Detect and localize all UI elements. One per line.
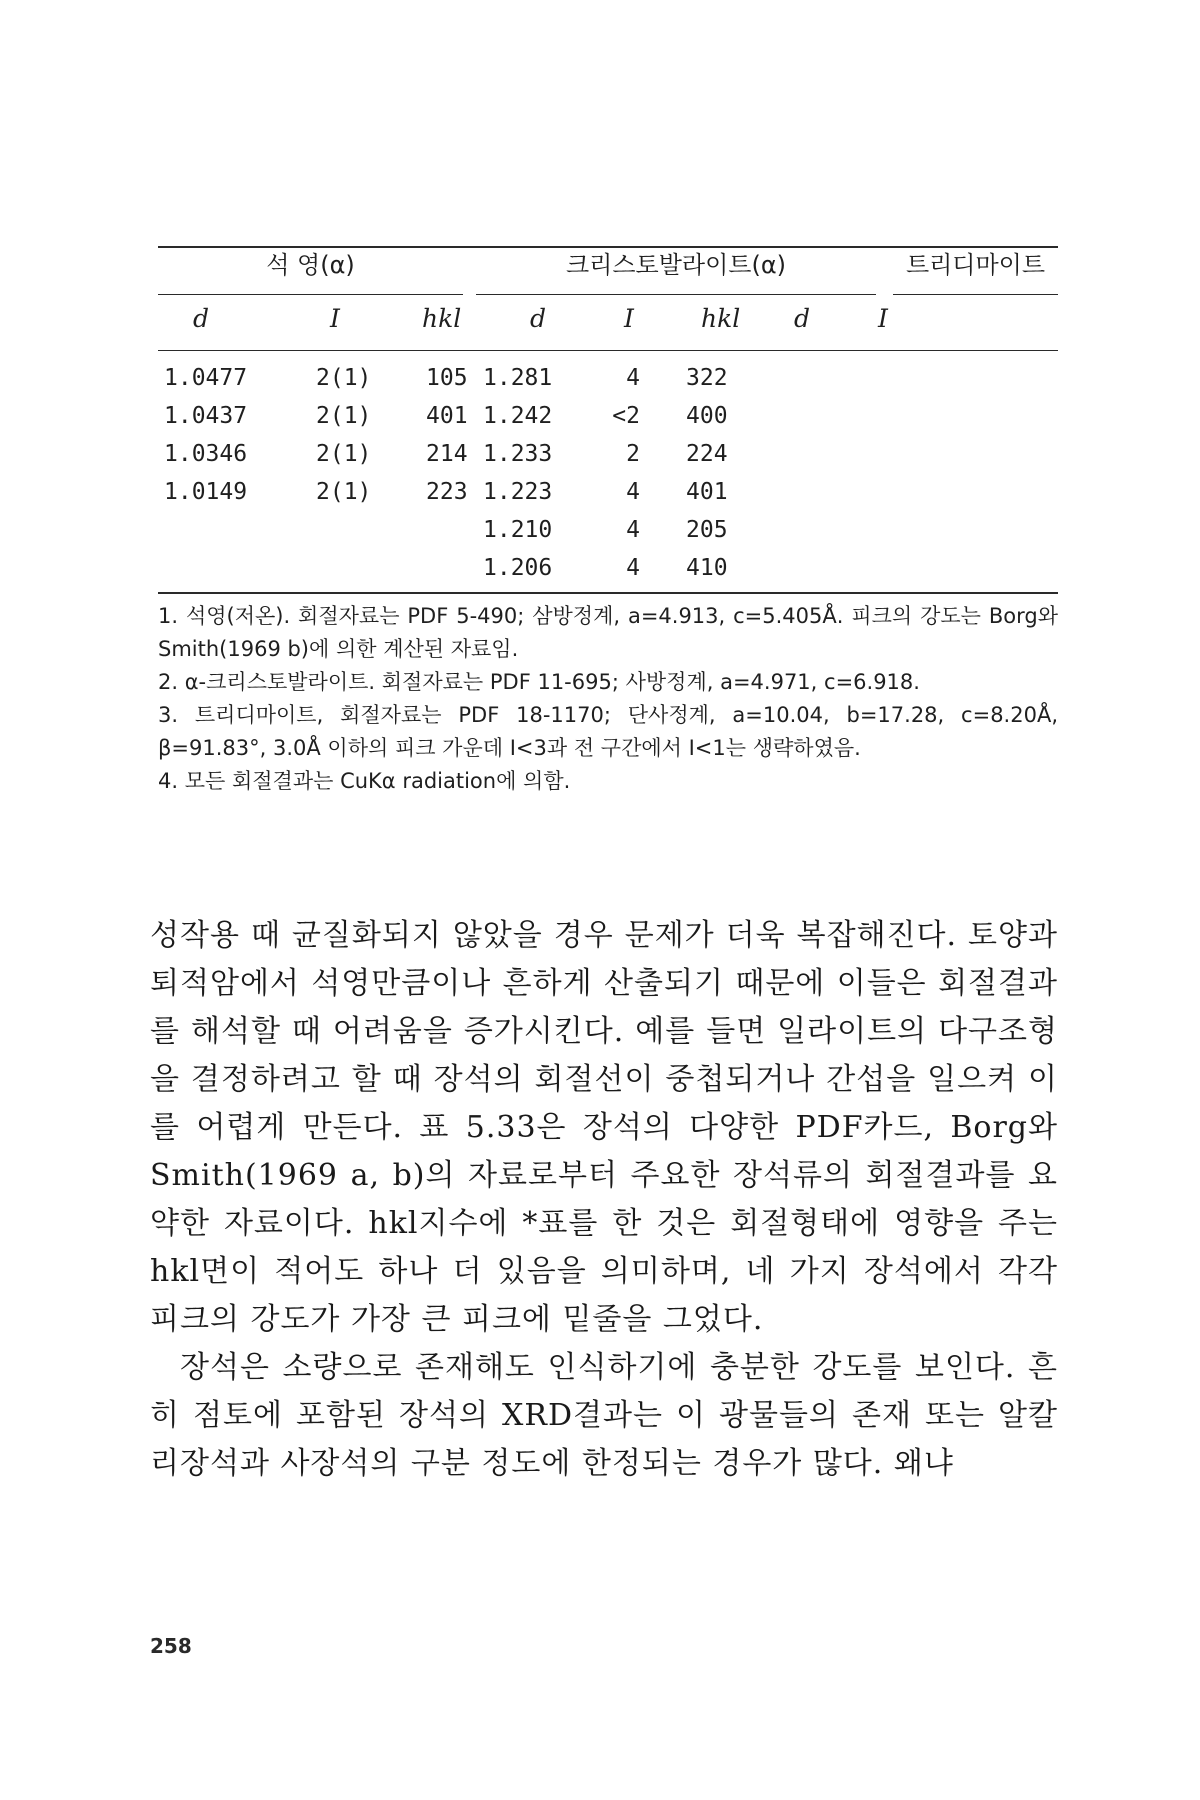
- cristobalite-d-1: 1.281: [483, 365, 553, 391]
- quartz-I-4: 2(1): [316, 479, 372, 505]
- table-bottom-rule: [158, 592, 1058, 594]
- quartz-d-3: 1.0346: [164, 441, 248, 467]
- quartz-hkl-3: 214: [426, 441, 468, 467]
- cristobalite-d-3: 1.233: [483, 441, 553, 467]
- subheader-tridymite-I: I: [878, 304, 888, 333]
- table-top-rule: [158, 246, 1058, 248]
- cristobalite-d-6: 1.206: [483, 555, 553, 581]
- cristobalite-I-5: 4: [626, 517, 640, 543]
- cristobalite-I-6: 4: [626, 555, 640, 581]
- cristobalite-d-4: 1.223: [483, 479, 553, 505]
- cristobalite-I-3: 2: [626, 441, 640, 467]
- cristobalite-hkl-6: 410: [686, 555, 728, 581]
- group-rule-quartz: [158, 294, 463, 295]
- subheader-quartz-hkl: hkl: [422, 304, 462, 333]
- subheader-cristobalite-d: d: [530, 304, 547, 333]
- quartz-I-1: 2(1): [316, 365, 372, 391]
- quartz-hkl-1: 105: [426, 365, 468, 391]
- quartz-hkl-2: 401: [426, 403, 468, 429]
- quartz-hkl-4: 223: [426, 479, 468, 505]
- body-text: [150, 912, 1058, 1488]
- cristobalite-hkl-2: 400: [686, 403, 728, 429]
- cristobalite-hkl-5: 205: [686, 517, 728, 543]
- table-note-2: 2. α-크리스토발라이트. 회절자료는 PDF 11-695; 사방정계, a=4.971, c=6.918.: [158, 670, 920, 694]
- subheader-cristobalite-hkl: hkl: [701, 304, 741, 333]
- table-note-4: 4. 모든 회절결과는 CuKα radiation에 의함.: [158, 769, 571, 793]
- subheader-rule: [158, 350, 1058, 351]
- cristobalite-I-2: <2: [612, 403, 640, 429]
- paragraph-1: 성작용 때 균질화되지 않았을 경우 문제가 더욱 복잡해진다. 토양과 퇴적암에서 석영만큼이나 흔하게 산출되기 때문에 이들은 회절결과를 해석할 때 어려움을 증가시킨다. 예를 들면 일라이트의 다구조형을 결정하려고 할 때 장석의 회절선이 중첩되거나 간섭을 일으켜 이를 어렵게 만든다. 표 5.33은 장석의 다양한 PDF카드, Borg와 Smith(1969 a, b)의 자료로부터 주요한 장석류의 회절결과를 요약한 자료이다. hkl지수에 *표를 한 것은 회절형태에 영향을 주는 hkl면이 적어도 하나 더 있음을 의미하며, 네 가지 장석에서 각각 피크의 강도가 가장 큰 피크에 밑줄을 그었다.: [150, 918, 1058, 1337]
- cristobalite-hkl-3: 224: [686, 441, 728, 467]
- cristobalite-d-2: 1.242: [483, 403, 553, 429]
- cristobalite-hkl-1: 322: [686, 365, 728, 391]
- group-header-tridymite: 트리디마이트: [905, 251, 1046, 279]
- group-rule-cristobalite: [476, 294, 876, 295]
- subheader-quartz-d: d: [193, 304, 210, 333]
- quartz-I-2: 2(1): [316, 403, 372, 429]
- cristobalite-I-4: 4: [626, 479, 640, 505]
- quartz-I-3: 2(1): [316, 441, 372, 467]
- group-rule-tridymite: [893, 294, 1058, 295]
- table-note-3: 3. 트리디마이트, 회절자료는 PDF 18-1170; 단사정계, a=10.04, b=17.28, c=8.20Å, β=91.83°, 3.0Å 이하의 피크 가운데 I<3과 전 구간에서 I<1는 생략하였음.: [158, 703, 1058, 760]
- cristobalite-d-5: 1.210: [483, 517, 553, 543]
- quartz-d-2: 1.0437: [164, 403, 248, 429]
- quartz-d-1: 1.0477: [164, 365, 248, 391]
- page-number: 258: [150, 1634, 192, 1658]
- cristobalite-I-1: 4: [626, 365, 640, 391]
- subheader-quartz-I: I: [330, 304, 340, 333]
- cristobalite-hkl-4: 401: [686, 479, 728, 505]
- group-header-cristobalite: 크리스토발라이트(α): [565, 251, 787, 279]
- subheader-cristobalite-I: I: [624, 304, 634, 333]
- quartz-d-4: 1.0149: [164, 479, 248, 505]
- paragraph-2: 장석은 소량으로 존재해도 인식하기에 충분한 강도를 보인다. 흔히 점토에 포함된 장석의 XRD결과는 이 광물들의 존재 또는 알칼리장석과 사장석의 구분 정도에 한정되는 경우가 많다. 왜냐: [150, 1350, 1058, 1481]
- subheader-tridymite-d: d: [794, 304, 811, 333]
- table-note-1: 1. 석영(저온). 회절자료는 PDF 5-490; 삼방정계, a=4.913, c=5.405Å. 피크의 강도는 Borg와 Smith(1969 b)에 의한 계산된 자료임.: [158, 604, 1058, 661]
- group-header-quartz: 석 영(α): [266, 251, 355, 279]
- table-notes: [158, 600, 1058, 798]
